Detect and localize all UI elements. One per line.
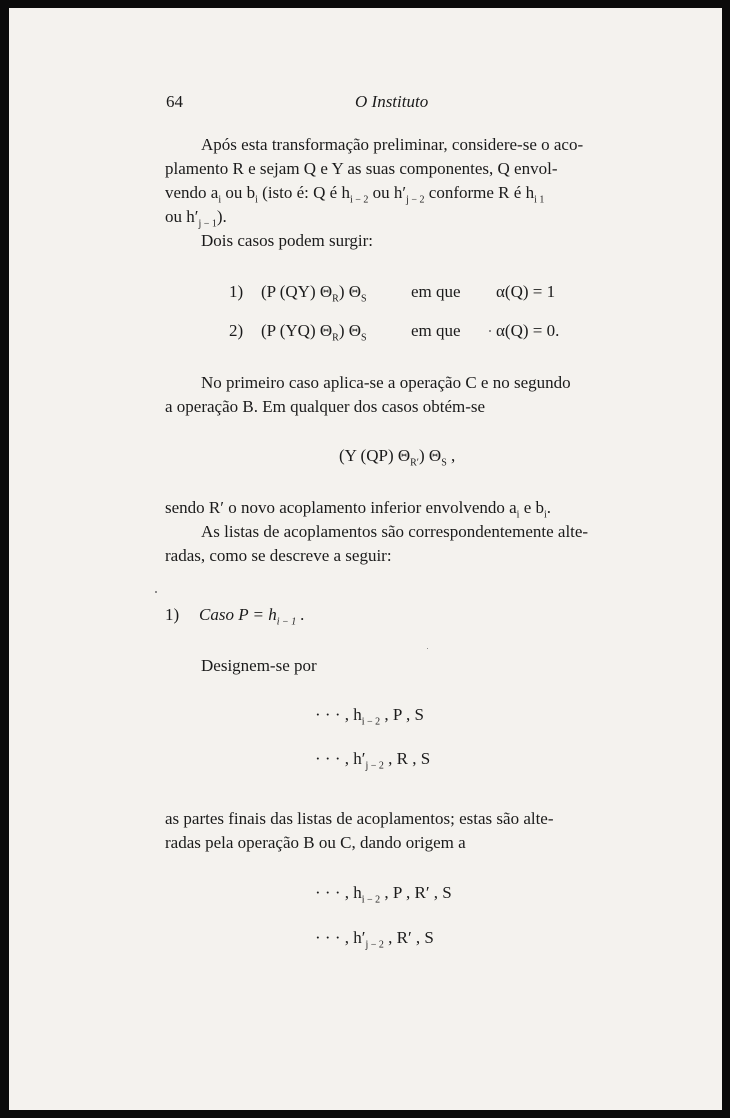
para3-line-3: radas, como se descreve a seguir: (165, 546, 392, 565)
para2-line-1: No primeiro caso aplica-se a operação C e no segundo (201, 373, 571, 392)
case-2-number: 2) (229, 321, 244, 340)
case-heading: Caso $P = h_{i - 1}$ . (199, 605, 305, 628)
page-number: 64 (166, 92, 183, 111)
case-1-number: 1) (229, 282, 244, 301)
case-1-expression: (P (QY) $\Theta_R$) $\Theta_S$ (261, 282, 367, 305)
case-heading-number: 1) (165, 605, 180, 624)
intro-line-1: Após esta transformação preliminar, considere-se o aco- (201, 135, 584, 154)
case-1-condition: α(Q) = 1 (496, 282, 556, 301)
para4-line-1: as partes finais das listas de acoplamentos; estas são alte- (165, 809, 554, 828)
scan-speck (489, 330, 491, 332)
designem-line: Designem-se por (201, 656, 317, 675)
scan-speck (155, 591, 157, 593)
cases-intro: Dois casos podem surgir: (201, 231, 374, 250)
case-1-where: em que (411, 282, 461, 301)
scanned-page (9, 8, 722, 1110)
list2-item-2: · · · , $h'_{j - 2}$ , R′ , S (315, 928, 434, 951)
list2-item-1: · · · , $h_{i - 2}$ , P , R′ , S (315, 883, 452, 906)
para4-line-2: radas pela operação B ou C, dando origem a (165, 833, 466, 852)
case-2-expression: (P (YQ) $\Theta_R$) $\Theta_S$ (261, 321, 367, 344)
list1-item-1: · · · , $h_{i - 2}$ , P , S (315, 705, 424, 728)
para3-line-1: sendo R′ o novo acoplamento inferior envolvendo $a_i$ e $b_i$. (165, 498, 552, 521)
case-2-where: em que (411, 321, 461, 340)
list1-item-2: · · · , $h'_{j - 2}$ , R , S (315, 749, 431, 772)
intro-line-2: plamento R e sejam Q e Y as suas componentes, Q envol- (165, 159, 558, 178)
para3-line-2: As listas de acoplamentos são correspondentemente alte- (201, 522, 589, 541)
intro-line-3: vendo $a_i$ ou $b_i$ (isto é: Q é $h_{i - 2}$ ou $h'_{j - 2}$ conforme R é $h_i$ $_1$ (165, 183, 545, 206)
central-formula: (Y (QP) $\Theta_{R'}$) $\Theta_S$ , (339, 446, 456, 469)
scan-speck (427, 648, 428, 649)
para2-line-2: a operação B. Em qualquer dos casos obtém-se (165, 397, 486, 416)
intro-line-4: ou $h'_{j - 1}$). (165, 207, 227, 230)
case-2-condition: α(Q) = 0. (496, 321, 560, 340)
running-title: O Instituto (355, 92, 429, 111)
